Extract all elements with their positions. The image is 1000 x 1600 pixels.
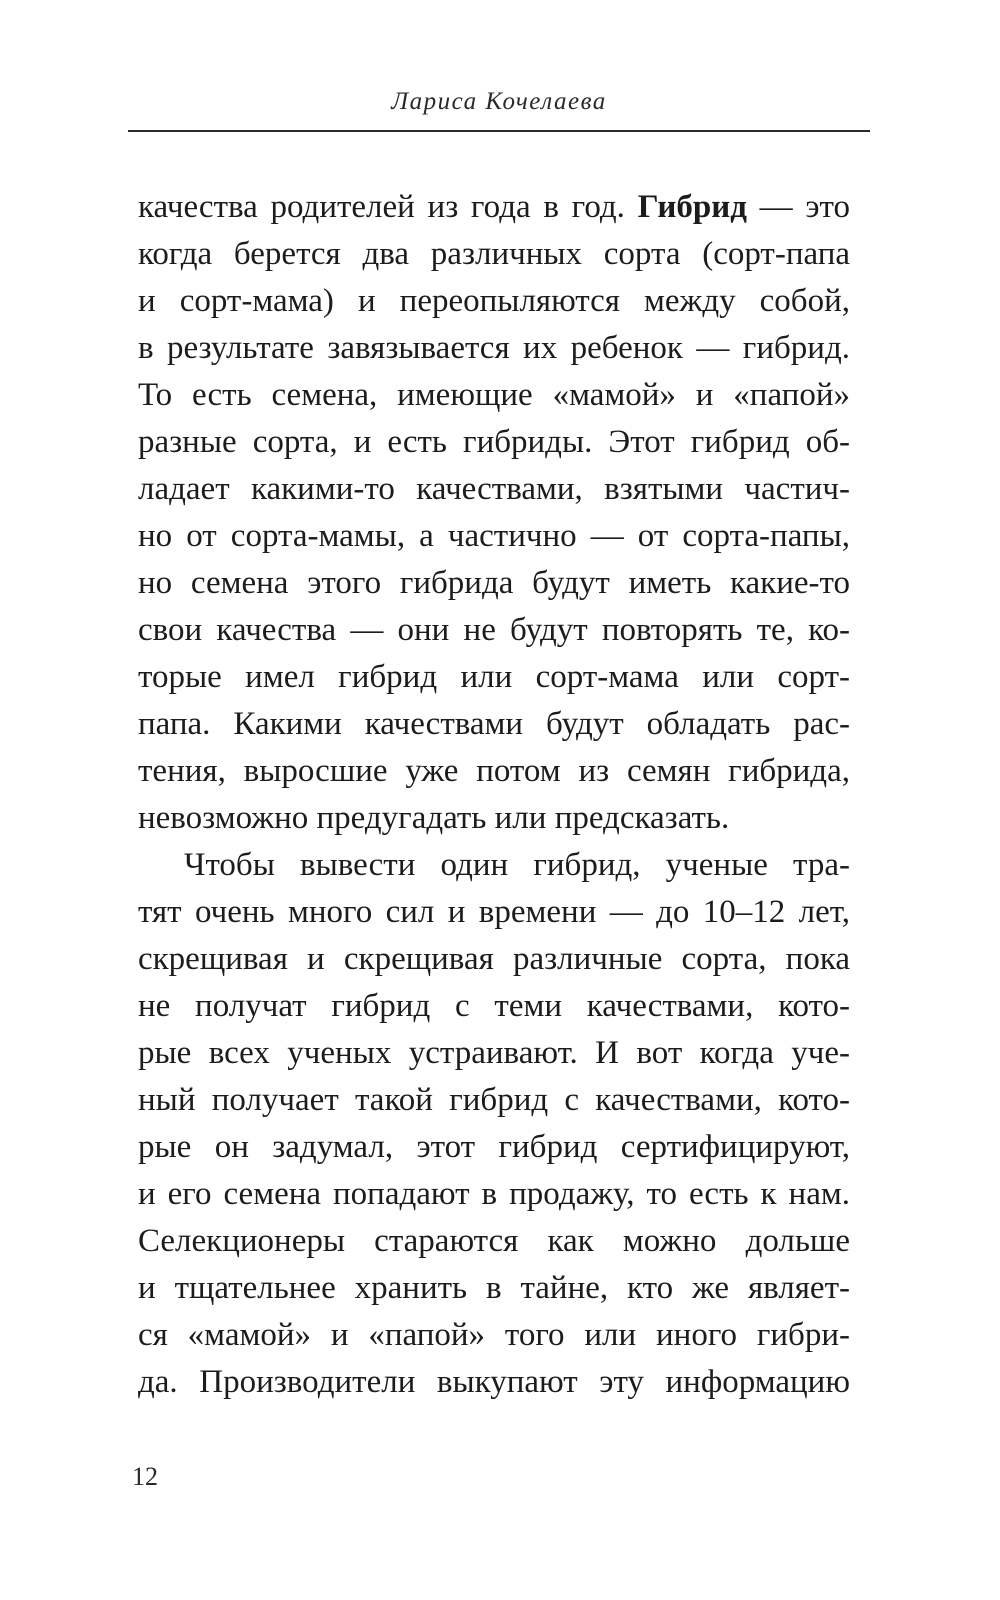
text-line: тения, выросшие уже потом из семян гибрида, [138, 753, 850, 789]
text-line: рые он задумал, этот гибрид сертифицируют, [138, 1129, 850, 1165]
text-line: скрещивая и скрещивая различные сорта, пока [138, 941, 850, 977]
text-line: ся «мамой» и «папой» того или иного гибри- [138, 1317, 850, 1353]
text-line: и сорт-мама) и переопыляются между собой, [138, 283, 850, 319]
text-line: рые всех ученых устраивают. И вот когда уче- [138, 1035, 850, 1071]
text-line: То есть семена, имеющие «мамой» и «папой» [138, 377, 850, 413]
text-line: и тщательнее хранить в тайне, кто же являет- [138, 1270, 850, 1306]
text-line: Чтобы вывести один гибрид, ученые тра- [184, 847, 850, 883]
text-line: торые имел гибрид или сорт-мама или сорт- [138, 659, 850, 695]
term-gibrid: Гибрид [637, 189, 747, 225]
text-line: и его семена попадают в продажу, то есть к нам. [138, 1176, 850, 1212]
paragraph-1 [138, 184, 850, 842]
text-line [138, 184, 850, 231]
text-line: ладает какими-то качествами, взятыми частич- [138, 471, 850, 507]
running-header-author: Лариса Кочелаева [391, 88, 607, 115]
text-line: Селекционеры стараются как можно дольше [138, 1223, 850, 1259]
text-line: невозможно предугадать или предсказать. [138, 800, 730, 836]
page-number: 12 [132, 1462, 158, 1491]
body-text [138, 184, 850, 1406]
text-line: папа. Какими качествами будут обладать рас- [138, 706, 850, 742]
text-line: свои качества — они не будут повторять те, ко- [138, 612, 850, 648]
text-line: в результате завязывается их ребенок — гибрид. [138, 330, 850, 366]
text-line: не получат гибрид с теми качествами, кото- [138, 988, 850, 1024]
header-rule [128, 130, 870, 132]
text-line: тят очень много сил и времени — до 10–12 лет, [138, 894, 850, 930]
text-line: разные сорта, и есть гибриды. Этот гибрид об- [138, 424, 850, 460]
text-line: но семена этого гибрида будут иметь какие-то [138, 565, 850, 601]
text-line: когда берется два различных сорта (сорт-папа [138, 236, 850, 272]
paragraph-2 [138, 842, 850, 1406]
text-line: ный получает такой гибрид с качествами, кото- [138, 1082, 850, 1118]
text-fragment: качества родителей из года в год. [138, 189, 625, 225]
text-line: но от сорта-мамы, а частично — от сорта-папы, [138, 518, 850, 554]
text-line: да. Производители выкупают эту информацию [138, 1364, 850, 1400]
text-fragment: — это [759, 189, 850, 225]
